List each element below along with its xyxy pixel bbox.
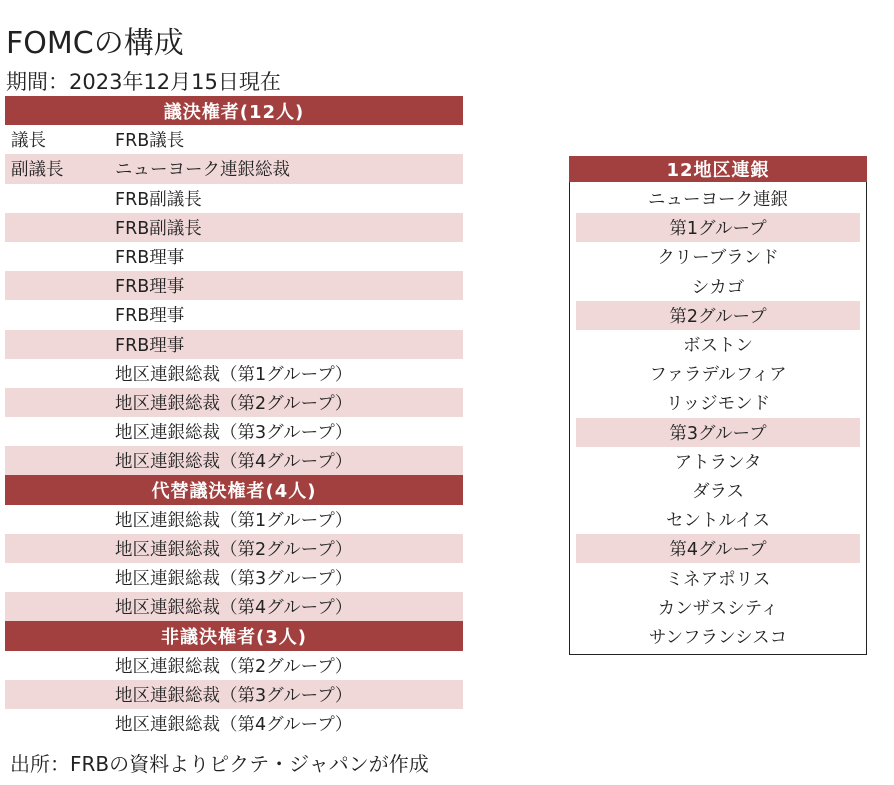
member-cell: FRB議長 [115, 131, 185, 152]
member-cell: FRB副議長 [115, 189, 202, 210]
member-cell: 地区連銀総裁（第4グループ） [115, 715, 353, 736]
group-label: 第3グループ [576, 418, 860, 447]
role-cell: 副議長 [11, 160, 64, 181]
district-bank-item: セントルイス [666, 511, 770, 532]
district-bank-item: ニューヨーク連銀 [648, 190, 788, 211]
district-banks-list [569, 182, 867, 655]
table-row [5, 184, 463, 213]
page-title: FOMCの構成 [6, 26, 184, 61]
member-cell: 地区連銀総裁（第3グループ） [115, 685, 353, 706]
section-header: 代替議決権者(4人) [5, 475, 463, 504]
table-row [5, 534, 463, 563]
member-cell: FRB理事 [115, 306, 185, 327]
district-bank-item: アトランタ [674, 452, 762, 473]
member-cell: FRB副議長 [115, 218, 202, 239]
district-banks-header: 12地区連銀 [569, 156, 867, 182]
table-row [5, 563, 463, 592]
fomc-members-table [5, 96, 463, 738]
member-cell: 地区連銀総裁（第3グループ） [115, 423, 353, 444]
district-bank-item: クリーブランド [657, 248, 779, 269]
district-bank-item: ボストン [683, 336, 753, 357]
table-row [5, 592, 463, 621]
district-bank-item: サンフランシスコ [648, 627, 788, 648]
table-row [5, 388, 463, 417]
member-cell: FRB理事 [115, 335, 185, 356]
district-bank-item: リッジモンド [665, 394, 771, 415]
table-row [5, 242, 463, 271]
table-row [5, 417, 463, 446]
district-bank-item: ミネアポリス [665, 569, 771, 590]
source-note: 出所：FRBの資料よりピクテ・ジャパンが作成 [10, 752, 429, 776]
table-row [5, 154, 463, 183]
member-cell: 地区連銀総裁（第2グループ） [115, 393, 353, 414]
member-cell: FRB理事 [115, 277, 185, 298]
district-bank-item: シカゴ [691, 277, 745, 298]
period-label: 期間：2023年12月15日現在 [6, 70, 281, 94]
member-cell: 地区連銀総裁（第2グループ） [115, 539, 353, 560]
table-row [5, 359, 463, 388]
district-bank-item: ファラデルフィア [649, 365, 787, 386]
table-row [5, 125, 463, 154]
table-row [5, 446, 463, 475]
member-cell: 地区連銀総裁（第4グループ） [115, 452, 353, 473]
table-row [5, 213, 463, 242]
section-header: 非議決権者(3人) [5, 621, 463, 650]
group-label: 第2グループ [576, 301, 860, 330]
member-cell: 地区連銀総裁（第4グループ） [115, 598, 353, 619]
member-cell: 地区連銀総裁（第2グループ） [115, 656, 353, 677]
table-row [5, 651, 463, 680]
table-row [5, 680, 463, 709]
district-bank-item: カンザスシティ [657, 598, 779, 619]
member-cell: 地区連銀総裁（第1グループ） [115, 364, 353, 385]
table-row [5, 330, 463, 359]
group-label: 第1グループ [576, 213, 860, 242]
table-row [5, 300, 463, 329]
section-header: 議決権者(12人) [5, 96, 463, 125]
member-cell: 地区連銀総裁（第1グループ） [115, 510, 353, 531]
district-bank-item: ダラス [692, 481, 744, 502]
table-row [5, 505, 463, 534]
member-cell: FRB理事 [115, 248, 185, 269]
member-cell: 地区連銀総裁（第3グループ） [115, 569, 353, 590]
role-cell: 議長 [11, 131, 46, 152]
district-banks-table [569, 156, 867, 655]
member-cell: ニューヨーク連銀総裁 [115, 160, 290, 181]
group-label: 第4グループ [576, 534, 860, 563]
table-row [5, 271, 463, 300]
table-row [5, 709, 463, 738]
